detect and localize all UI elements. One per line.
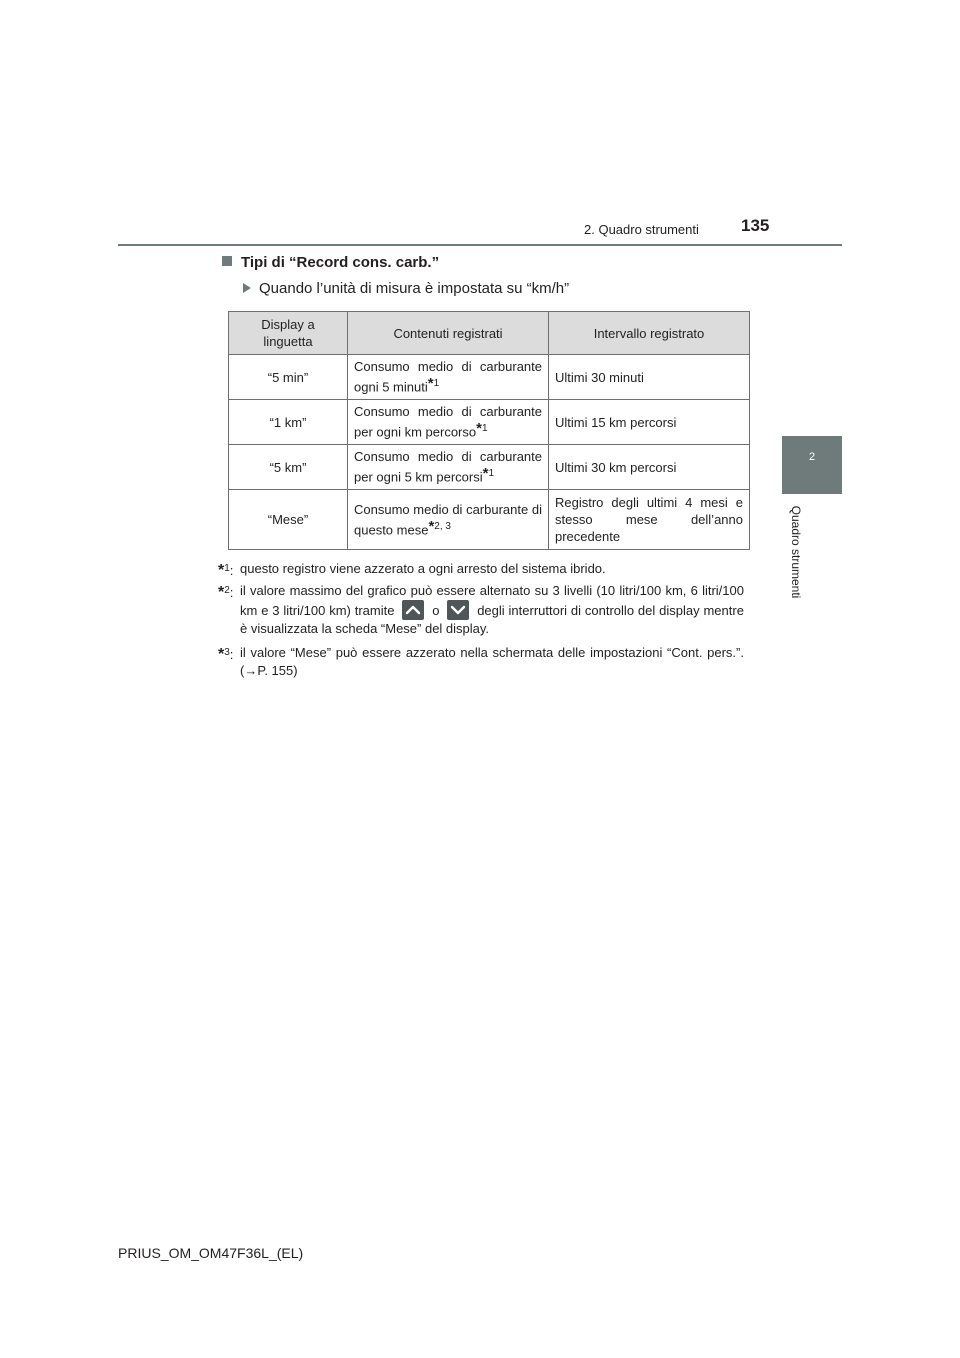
footnote-number: 2	[224, 585, 230, 596]
cell-content-text: Consumo medio di carburante per ogni km percorso	[354, 404, 542, 440]
footnote-marker: *$^2$:	[218, 584, 234, 601]
cell-interval: Ultimi 15 km percorsi	[549, 400, 750, 445]
footnote-3	[218, 644, 744, 680]
footnote-text: il valore “Mese” può essere azzerato nella schermata delle impostazioni “Cont. pers.”. (→P. 155)	[240, 645, 744, 678]
footnote-text-after: degli interruttori di controllo del display mentre è visualizzata la scheda “Mese” del display.	[240, 603, 744, 636]
footnote-ref: *1	[476, 420, 488, 438]
chevron-down-icon	[447, 600, 469, 620]
header-section-title: 2. Quadro strumenti	[584, 222, 699, 237]
cell-tab: “1 km”	[229, 400, 348, 445]
footnote-number: 1	[224, 563, 230, 574]
cell-interval: Ultimi 30 km percorsi	[549, 445, 750, 490]
footnote-text-mid: o	[432, 603, 440, 618]
footnote-text	[240, 582, 744, 638]
table-row	[229, 355, 750, 400]
table-header-row	[229, 312, 750, 355]
footnote-number: 3	[224, 647, 230, 658]
footnote-ref: *1	[427, 375, 440, 393]
footnote-1	[218, 560, 744, 578]
section-heading	[222, 254, 439, 271]
side-tab-number: 2	[808, 451, 816, 463]
section-heading-text: Tipi di “Record cons. carb.”	[241, 254, 440, 271]
footnote-ref-num: 1	[481, 423, 488, 435]
page-number: 135	[741, 216, 770, 235]
footnote-ref: *2, 3	[428, 517, 451, 535]
subheading	[243, 280, 569, 297]
footnote-text: questo registro viene azzerato a ogni arresto del sistema ibrido.	[240, 561, 606, 576]
document-code: PRIUS_OM_OM47F36L_(EL)	[118, 1245, 304, 1261]
table-row	[229, 400, 750, 445]
cell-content-text: Consumo medio di carburante ogni 5 minuti	[354, 359, 542, 395]
cell-interval: Registro degli ultimi 4 mesi e stesso mese dell’anno precedente	[549, 490, 750, 550]
footnote-ref-num: 1	[433, 378, 440, 390]
cell-tab: “5 min”	[229, 355, 348, 400]
table-row	[229, 490, 750, 550]
footnote-marker: *$^3$:	[218, 646, 234, 663]
square-bullet-icon	[222, 256, 232, 266]
cell-tab: “Mese”	[229, 490, 348, 550]
subheading-text: Quando l’unità di misura è impostata su “km/h”	[259, 280, 570, 297]
chevron-up-icon	[402, 600, 424, 620]
cell-content	[348, 445, 549, 490]
cell-content	[348, 400, 549, 445]
header-cell-interval: Intervallo registrato	[549, 312, 750, 355]
footnote-marker: *$^1$:	[218, 562, 234, 579]
footnote-ref: *1	[482, 465, 495, 483]
cell-tab: “5 km”	[229, 445, 348, 490]
cell-content-text: Consumo medio di carburante per ogni 5 km percorsi	[354, 449, 542, 485]
header-cell-content: Contenuti registrati	[348, 312, 549, 355]
footnote-ref-num: 1	[488, 468, 495, 480]
header-rule	[118, 244, 842, 246]
side-tab-label: Quadro strumenti	[789, 505, 803, 599]
record-types-table	[228, 311, 750, 550]
header-cell-tab: Display a linguetta	[229, 312, 348, 355]
footnote-ref-num: 2, 3	[434, 520, 451, 532]
cell-interval: Ultimi 30 minuti	[549, 355, 750, 400]
footnote-2	[218, 582, 744, 638]
cell-content-text: Consumo medio di carburante di questo mese	[354, 501, 542, 538]
footnote-text-before: il valore massimo del grafico può essere alternato su 3 livelli (10 litri/100 km, 6 litri/100 km e 3 litri/100 km) tramite	[240, 583, 744, 618]
table-row	[229, 445, 750, 490]
triangle-bullet-icon	[243, 283, 251, 293]
cell-content	[348, 490, 549, 550]
cell-content	[348, 355, 549, 400]
